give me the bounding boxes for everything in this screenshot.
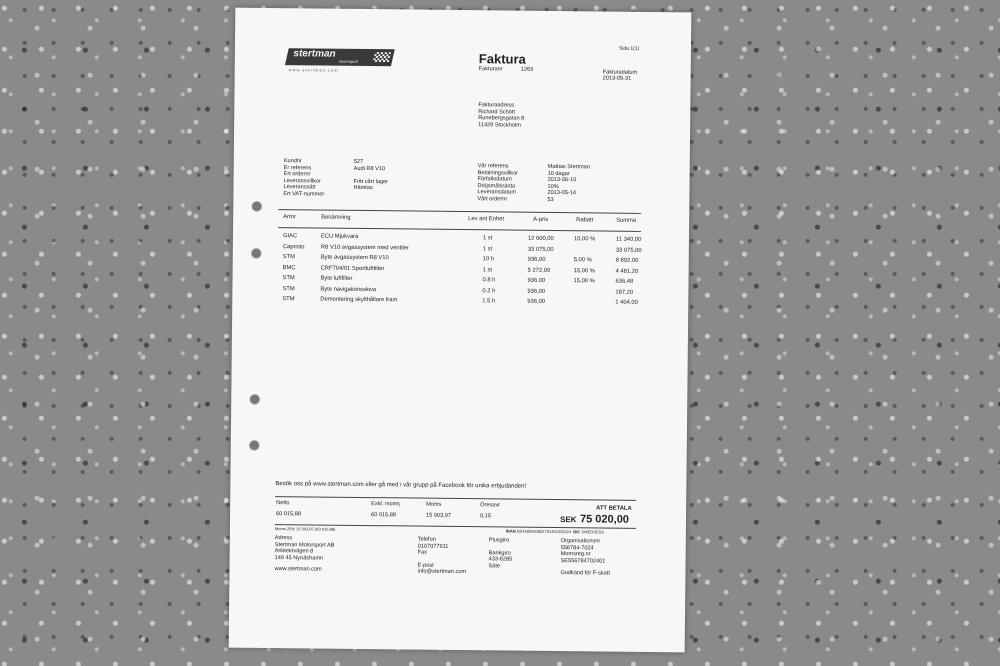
cell-name: R8 V10 avgassystem med ventiler xyxy=(320,244,409,251)
company-contact: Telefon 0107077911 Fax E-post info@stertman.com xyxy=(417,536,467,576)
invoice-title: Faktura xyxy=(478,51,526,67)
seller-details-values: Mattias Stertman 10 dagar 2013-06-10 10% 2013-05-14 53 xyxy=(547,163,591,203)
punch-hole xyxy=(251,248,262,259)
cell-sum: 8 892,00 xyxy=(615,257,639,264)
currency: SEK xyxy=(559,515,577,525)
logo-sub: motorsport xyxy=(338,58,358,64)
cell-price: 936,00 xyxy=(527,277,546,284)
seller-details-labels: Vår referens Betalningsvillkor Förfallodatum Dröjsmålsränta Leveransdatum Vårt ordernr xyxy=(477,163,519,203)
invoice-date: 2013-05-31 xyxy=(602,75,632,82)
company-registration: Organisationsnr 556784-7024 Momsreg.nr SE556784702401 Godkänd för F-skatt xyxy=(560,538,610,577)
cell-qty: 1 st xyxy=(482,245,493,252)
cell-discount: 10,00 % xyxy=(573,236,596,243)
cell-artnr: GIAC xyxy=(282,233,298,240)
company-payment: Plusgiro Bankgiro 433-6285 Säte xyxy=(488,537,513,570)
invoice-number: 1263 xyxy=(520,66,534,73)
cell-artnr: STM xyxy=(282,296,295,303)
checkered-flag-icon xyxy=(373,52,391,62)
cell-discount: 15,00 % xyxy=(573,278,595,285)
cell-sum: 1 404,00 xyxy=(615,299,638,306)
cell-discount: 15,00 % xyxy=(573,267,595,274)
customer-details-labels: Kundnr Er referens Ert ordernr Leveransvillkor Leveranssätt Ert VAT-nummer xyxy=(283,158,325,198)
cell-artnr: STM xyxy=(282,275,295,282)
moms-label: Moms xyxy=(426,501,442,508)
cell-qty: 1 st xyxy=(482,235,493,242)
amount-due: 75 020,00 xyxy=(579,513,630,526)
cell-price: 33 075,00 xyxy=(527,246,554,253)
cell-qty: 1.5 h xyxy=(482,298,496,305)
customer-details-values: 527 Audi R8 V10 Fritt vårt lager Hämtas xyxy=(353,158,389,192)
cell-sum: 636,48 xyxy=(615,278,634,285)
cell-sum: 187,20 xyxy=(615,289,634,296)
vat-note: Moms 25% 15 003,97 (60 015,88) xyxy=(274,526,336,532)
att-betala-label: ATT BETALA xyxy=(596,505,632,512)
cell-artnr: BMC xyxy=(282,264,296,271)
cell-artnr: STM xyxy=(282,285,295,292)
cell-name: ECU Mjukvara xyxy=(320,233,359,240)
cell-sum: 11 340,00 xyxy=(615,236,642,243)
exkl-moms-value: 60 015,88 xyxy=(371,512,396,519)
iban: IBAN SE4180000832791352322024 BIC SWEDSESS xyxy=(505,528,605,535)
table-header: Artnr Benämning Lev ant Enhet A-pris Rabatt Summa xyxy=(283,214,637,224)
promo-text: Besök oss på www.stertman.com eller gå med i vår grupp på Facebook för unika erbjudanden! xyxy=(275,481,527,490)
invoice-paper xyxy=(229,8,692,653)
totals-top-rule xyxy=(275,496,636,501)
cell-sum: 4 481,20 xyxy=(615,268,639,275)
moms-value: 15 003,97 xyxy=(426,512,451,519)
cell-name: Demontering skylthållare fram xyxy=(320,296,398,304)
cell-qty: 1 st xyxy=(482,266,493,273)
company-logo: stertman xyxy=(285,48,395,66)
cell-price: 936,00 xyxy=(527,298,546,305)
cell-price: 5 272,00 xyxy=(527,267,551,274)
invoice-number-label: Fakturanr xyxy=(478,66,503,73)
cell-name: Byte luftfilter xyxy=(320,275,353,282)
cell-artnr: STM xyxy=(282,254,296,261)
company-address: Adress Stertman Motorsport AB Arkitektvägen 8 149 45 Nynäshamn www.stertman.com xyxy=(274,535,335,573)
cell-name: Byte avgassystem R8 V10 xyxy=(320,254,389,262)
netto-value: 60 015,88 xyxy=(276,511,301,518)
punch-hole xyxy=(251,201,262,212)
cell-discount: 5,00 % xyxy=(573,257,592,264)
oresavr-value: 0,15 xyxy=(480,513,491,520)
page-label: Sida 1(1) xyxy=(618,45,640,52)
cell-qty: 0.2 h xyxy=(482,287,496,294)
punch-hole xyxy=(249,440,260,451)
cell-artnr: Capristo xyxy=(282,243,305,250)
netto-label: Netto xyxy=(276,500,290,507)
cell-price: 936,00 xyxy=(527,288,546,295)
oresavr-label: Öresavr xyxy=(480,502,501,509)
cell-price: 936,00 xyxy=(527,256,546,263)
punch-hole xyxy=(249,394,260,405)
logo-url: www.stertman.com xyxy=(288,67,339,73)
cell-qty: 10 h xyxy=(482,256,495,263)
table-header-rule xyxy=(278,227,641,232)
invoice-date-label: Fakturadatum xyxy=(602,69,638,76)
table-top-rule xyxy=(278,209,641,214)
cell-name: CRF704/01 Sportluftfilter xyxy=(320,265,385,272)
cell-price: 12 600,00 xyxy=(527,235,554,242)
billing-address: Fakturaadress Richard Schött Runebergsgatan 8 11429 Stockholm xyxy=(478,102,525,129)
cell-name: Byte navigationsskiva xyxy=(320,286,377,293)
cell-qty: 0.8 h xyxy=(482,277,496,284)
exkl-moms-label: Exkl. moms xyxy=(371,501,401,508)
cell-sum: 33 075,00 xyxy=(615,247,642,254)
